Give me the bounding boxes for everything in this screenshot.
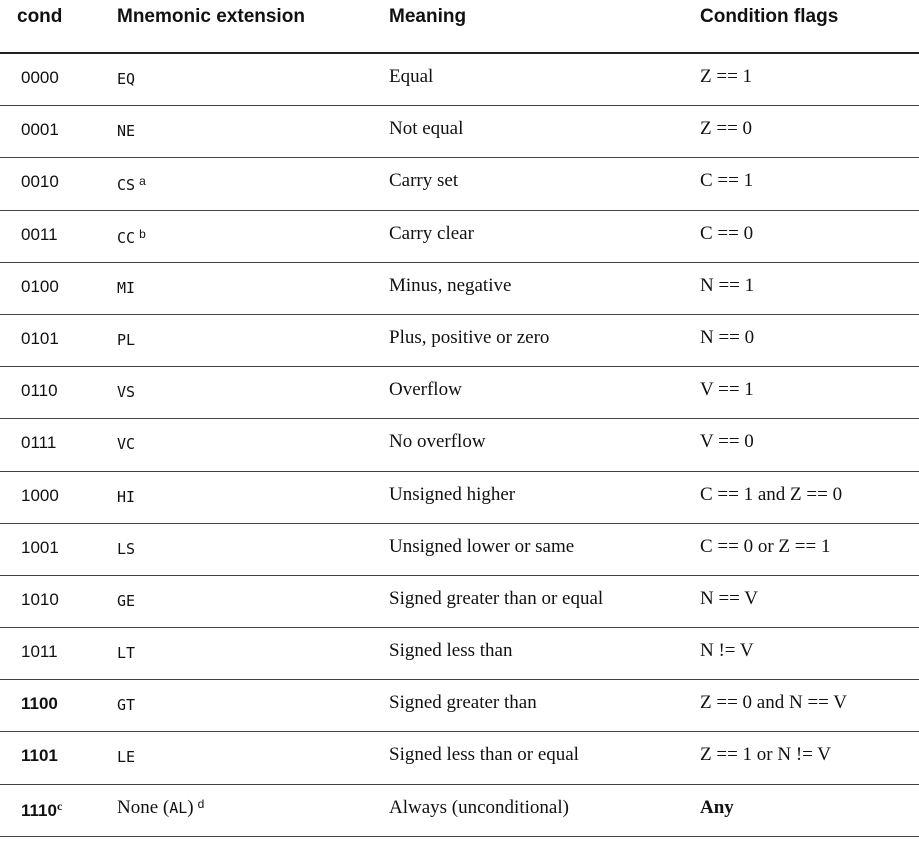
flags-cell: C == 1 — [700, 170, 754, 192]
mnemonic-cell — [117, 540, 135, 558]
cond-cell: 0011 — [21, 224, 58, 244]
footnote-marker: c — [56, 798, 63, 813]
cond-cell: 0111 — [21, 433, 57, 453]
mnemonic-cell — [117, 227, 146, 247]
cond-cell: 0010 — [21, 172, 59, 192]
cond-cell: 1001 — [21, 537, 59, 557]
cond-cell: 1011 — [21, 642, 58, 662]
mnemonic-cell — [117, 748, 135, 766]
header-cond: cond — [17, 6, 63, 27]
mnemonic-text: AL — [169, 798, 188, 817]
meaning-cell: Signed greater than or equal — [389, 587, 604, 609]
mnemonic-prefix: None ( — [117, 796, 170, 818]
table-row — [0, 576, 919, 628]
mnemonic-text: CS — [117, 176, 136, 195]
cond-text: 1110 — [21, 800, 57, 820]
mnemonic-suffix: ) — [187, 796, 194, 818]
mnemonic-text: NE — [117, 122, 136, 141]
mnemonic-cell — [117, 279, 135, 297]
mnemonic-cell — [117, 122, 135, 140]
meaning-cell: Signed less than — [389, 640, 513, 662]
meaning-cell: Plus, positive or zero — [389, 326, 550, 348]
cond-cell: 0001 — [21, 120, 59, 140]
flags-cell: Z == 0 and N == V — [700, 692, 847, 714]
header-flags: Condition flags — [700, 6, 839, 27]
mnemonic-text: MI — [117, 278, 136, 297]
flags-cell: N != V — [700, 640, 754, 662]
cond-cell: 1000 — [21, 485, 59, 505]
cond-cell: 0000 — [21, 68, 59, 87]
footnote-marker: d — [197, 796, 205, 811]
flags-cell: C == 0 or Z == 1 — [700, 535, 831, 557]
meaning-cell: Carry clear — [389, 222, 474, 244]
mnemonic-text: GT — [117, 696, 136, 715]
mnemonic-text: LS — [117, 539, 136, 558]
table-row — [0, 211, 919, 263]
flags-cell: N == V — [700, 587, 759, 609]
mnemonic-text: PL — [117, 330, 136, 349]
table-row — [0, 54, 919, 106]
mnemonic-text: HI — [117, 487, 136, 506]
flags-cell: C == 1 and Z == 0 — [700, 483, 843, 505]
table-row — [0, 158, 919, 210]
flags-cell: C == 0 — [700, 222, 754, 244]
meaning-cell: Unsigned higher — [389, 483, 516, 505]
flags-cell: N == 0 — [700, 326, 755, 348]
mnemonic-text: GE — [117, 591, 136, 610]
cond-cell: 0100 — [21, 276, 59, 296]
table-row — [0, 680, 919, 732]
flags-cell: N == 1 — [700, 274, 755, 296]
mnemonic-cell — [117, 592, 135, 610]
table-row — [0, 785, 919, 837]
header-mnemonic: Mnemonic extension — [117, 6, 305, 27]
table-row — [0, 367, 919, 419]
mnemonic-text: VC — [117, 435, 136, 454]
cond-cell: 0110 — [21, 381, 58, 401]
table-row — [0, 419, 919, 471]
flags-cell: Z == 1 — [700, 66, 753, 87]
footnote-marker: a — [139, 174, 146, 189]
mnemonic-cell — [117, 696, 135, 714]
flags-cell: V == 0 — [700, 431, 754, 453]
header-meaning: Meaning — [389, 6, 467, 27]
mnemonic-text: VS — [117, 383, 136, 402]
flags-cell: Z == 1 or N != V — [700, 744, 832, 766]
mnemonic-cell — [117, 174, 146, 194]
mnemonic-text: LE — [117, 748, 136, 767]
mnemonic-cell — [117, 644, 135, 662]
mnemonic-text: CC — [117, 228, 136, 247]
mnemonic-cell — [117, 331, 135, 349]
mnemonic-text: LT — [117, 644, 136, 663]
flags-cell: V == 1 — [700, 379, 754, 401]
table-row — [0, 472, 919, 524]
meaning-cell: No overflow — [389, 431, 486, 453]
meaning-cell: Signed greater than — [389, 692, 537, 714]
mnemonic-cell — [117, 435, 135, 453]
mnemonic-cell — [117, 70, 135, 88]
mnemonic-cell — [117, 488, 135, 506]
footnote-marker: b — [139, 226, 146, 241]
cond-cell: 1100 — [21, 694, 58, 714]
table-row — [0, 524, 919, 576]
cond-cell — [21, 799, 62, 821]
meaning-cell: Minus, negative — [389, 274, 512, 296]
mnemonic-text: EQ — [117, 70, 136, 88]
cond-cell: 1010 — [21, 589, 59, 609]
meaning-cell: Equal — [389, 66, 434, 87]
flags-cell: Any — [700, 796, 734, 818]
table-row — [0, 628, 919, 680]
meaning-cell: Carry set — [389, 170, 459, 192]
table-row — [0, 732, 919, 784]
flags-cell: Z == 0 — [700, 118, 753, 140]
meaning-cell: Overflow — [389, 379, 462, 401]
meaning-cell: Unsigned lower or same — [389, 535, 575, 557]
meaning-cell: Always (unconditional) — [389, 796, 569, 818]
cond-cell: 0101 — [21, 328, 59, 348]
meaning-cell: Not equal — [389, 118, 464, 140]
cond-cell: 1101 — [21, 746, 58, 766]
mnemonic-cell — [117, 383, 135, 401]
table-header — [0, 0, 919, 54]
meaning-cell: Signed less than or equal — [389, 744, 579, 766]
table-row — [0, 315, 919, 367]
mnemonic-cell — [117, 797, 204, 819]
table-row — [0, 106, 919, 158]
table-row — [0, 263, 919, 315]
